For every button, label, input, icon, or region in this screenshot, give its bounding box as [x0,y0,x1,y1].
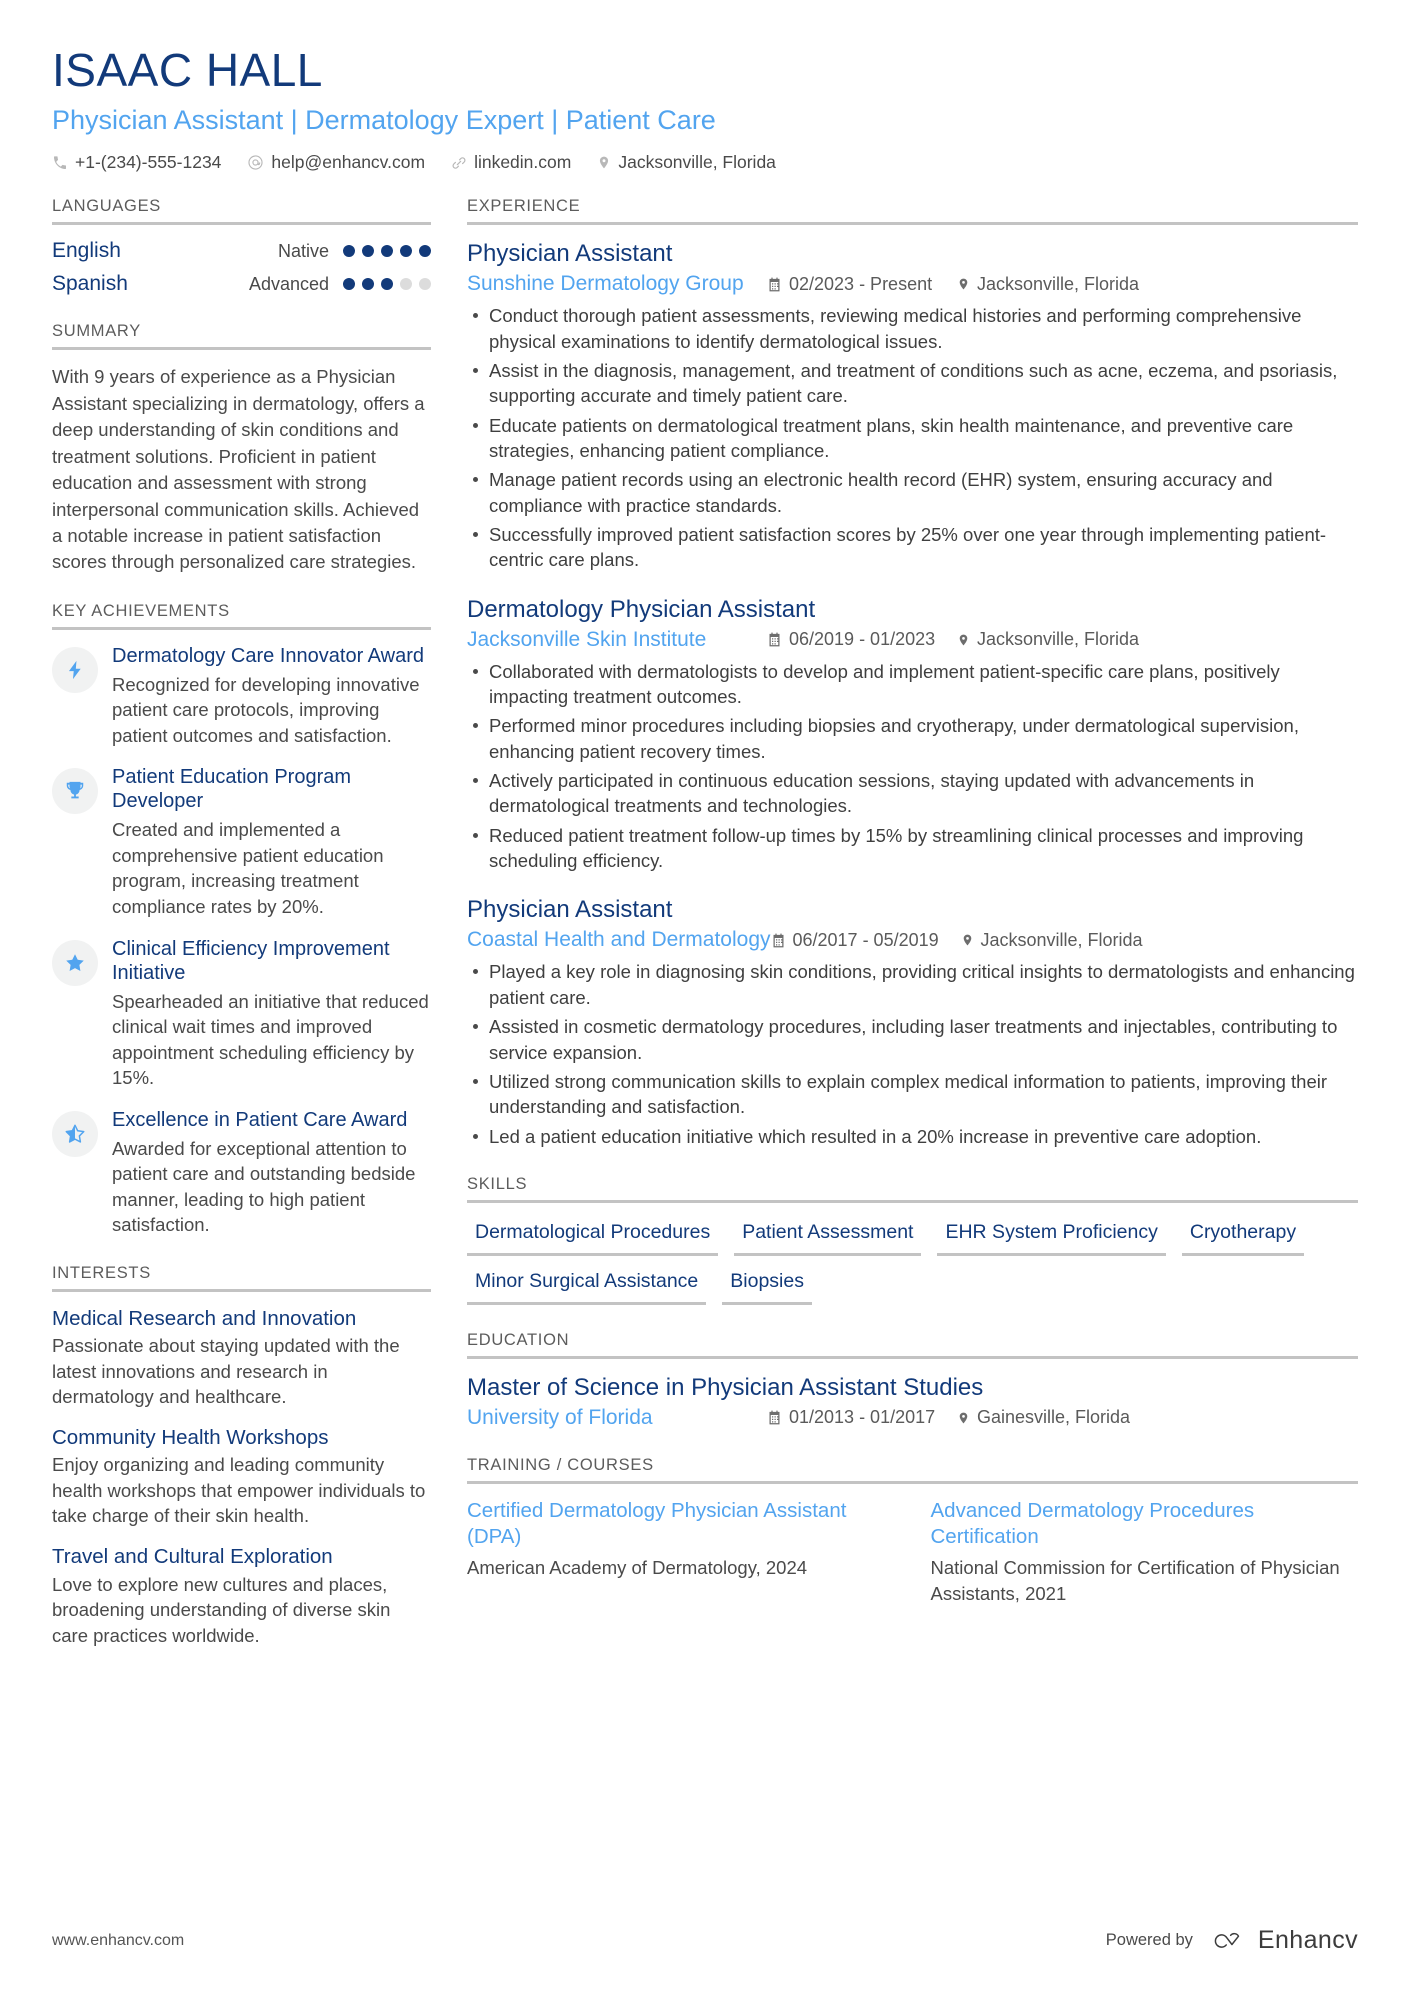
email-icon [247,154,264,171]
job-meta [467,628,1358,652]
headline: Physician Assistant | Dermatology Expert | Patient Care [52,104,716,135]
skill-tag: Cryotherapy [1182,1217,1304,1256]
main-column [467,197,1358,1632]
training-provider: National Commission for Certification of Physician Assistants, 2021 [930,1557,1340,1604]
job-dates-text: 02/2023 - Present [789,273,933,294]
job-bullets [467,959,1358,1148]
achievement-title: Excellence in Patient Care Award [112,1108,408,1131]
location-pin-icon [961,932,974,948]
job-dates-text: 06/2017 - 05/2019 [792,929,939,950]
training-title: Advanced Dermatology Procedures Certification [930,1498,1255,1548]
contact-location-text: Jacksonville, Florida [618,152,776,173]
language-level: Advanced [248,273,329,294]
job-location-text: Jacksonville, Florida [977,273,1140,294]
job-bullet: Conduct thorough patient assessments, reviewing medical histories and performing comprehensive physical examinations to identify dermatological issues. [467,303,1358,354]
achievement-title: Patient Education Program Developer [112,766,352,813]
location-pin-icon [597,154,611,171]
link-icon [451,155,467,171]
job-meta [467,272,1358,296]
job-company: Jacksonville Skin Institute [467,627,707,651]
experience-item [467,595,1358,874]
calendar-icon [771,933,786,948]
interest-title: Medical Research and Innovation [52,1306,357,1330]
education-dates [767,1407,957,1428]
calendar-icon [767,1410,782,1425]
achievement-item [52,765,431,919]
achievement-title: Dermatology Care Innovator Award [112,644,425,667]
skill-tag: Dermatological Procedures [467,1217,718,1256]
section-interests [52,1264,431,1649]
location-pin-icon [957,632,970,648]
job-bullet: Utilized strong communication skills to explain complex medical information to patients, improving their understanding and satisfaction. [467,1069,1358,1120]
language-row [52,239,431,263]
job-bullet: Educate patients on dermatological treatment plans, skin health maintenance, and preventive care strategies, enhancing patient compliance. [467,413,1358,464]
enhancv-logo [1207,1926,1358,1955]
job-bullet: Led a patient education initiative which resulted in a 20% increase in preventive care adoption. [467,1124,1358,1149]
job-bullets [467,659,1358,874]
job-location [961,930,1143,951]
star-icon [52,940,98,986]
section-training-courses [467,1456,1358,1606]
contact-email-text: help@enhancv.com [271,152,426,173]
achievement-description: Awarded for exceptional attention to patient care and outstanding bedside manner, leading to high patient satisfaction. [112,1137,416,1236]
achievement-item [52,937,431,1091]
training-item [467,1498,895,1606]
calendar-icon [767,632,782,647]
section-heading-languages: LANGUAGES [52,197,161,216]
job-bullet: Manage patient records using an electronic health record (EHR) system, ensuring accuracy and compliance with practice standards. [467,467,1358,518]
achievement-item [52,644,431,749]
education-degree: Master of Science in Physician Assistant Studies [467,1373,984,1401]
skill-tag: Patient Assessment [734,1217,921,1256]
location-pin-icon [957,276,970,292]
section-skills [467,1175,1358,1305]
skill-tag: Minor Surgical Assistance [467,1266,706,1305]
education-dates-text: 01/2013 - 01/2017 [789,1407,936,1428]
education-item [467,1373,1358,1430]
contact-phone-text: +1-(234)-555-1234 [75,152,222,173]
job-dates-text: 06/2019 - 01/2023 [789,629,936,650]
language-row [52,272,431,296]
sidebar-column [52,197,467,1674]
contact-bar [52,152,1358,173]
education-location-text: Gainesville, Florida [977,1407,1131,1428]
language-name: English [52,239,121,263]
job-bullet: Actively participated in continuous education sessions, staying updated with advancements in dermatological treatments and technologies. [467,768,1358,819]
language-level: Native [277,240,329,261]
training-list [467,1498,1358,1606]
interest-item [52,1544,431,1648]
page-footer [52,1926,1358,1955]
trophy-icon [52,768,98,814]
contact-linkedin[interactable] [451,152,571,173]
section-education [467,1331,1358,1430]
achievement-description: Spearheaded an initiative that reduced clinical wait times and improved appointment scheduling efficiency by 15%. [112,990,429,1089]
job-bullet: Collaborated with dermatologists to develop and implement patient-specific care plans, positively impacting treatment outcomes. [467,659,1358,710]
job-meta [467,928,1358,952]
divider [467,1481,1358,1484]
job-title: Dermatology Physician Assistant [467,595,816,623]
contact-linkedin-text: linkedin.com [474,152,572,173]
job-location-text: Jacksonville, Florida [977,629,1140,650]
location-pin-icon [957,1410,970,1426]
lightning-bolt-icon [52,647,98,693]
achievement-title: Clinical Efficiency Improvement Initiative [112,937,390,984]
divider [467,222,1358,225]
interest-title: Travel and Cultural Exploration [52,1544,333,1568]
job-bullet: Performed minor procedures including biopsies and cryotherapy, under dermatological supervision, enhancing patient recovery times. [467,713,1358,764]
section-languages [52,197,431,296]
section-heading-achievements: KEY ACHIEVEMENTS [52,601,230,620]
calendar-icon [767,277,782,292]
divider [52,222,431,225]
divider [467,1200,1358,1203]
job-bullets [467,303,1358,572]
language-rating-dots [343,245,431,257]
enhancv-mark-icon [1207,1930,1249,1952]
job-dates [767,274,957,295]
training-title: Certified Dermatology Physician Assistant (DPA) [467,1498,847,1548]
footer-url[interactable]: www.enhancv.com [52,1931,185,1949]
job-dates [771,930,961,951]
education-meta [467,1406,1358,1430]
job-location [957,629,1139,650]
job-company: Sunshine Dermatology Group [467,272,744,296]
language-rating-dots [343,278,431,290]
section-heading-education: EDUCATION [467,1330,570,1349]
section-heading-skills: SKILLS [467,1174,528,1193]
achievement-description: Recognized for developing innovative patient care protocols, improving patient outcomes and satisfaction. [112,673,420,746]
achievement-item [52,1108,431,1238]
job-company: Coastal Health and Dermatology [467,928,771,952]
footer-branding [1106,1926,1358,1955]
divider [467,1356,1358,1359]
divider [52,627,431,630]
interest-item [52,1425,431,1529]
section-heading-interests: INTERESTS [52,1263,151,1282]
divider [52,347,431,350]
job-bullet: Successfully improved patient satisfaction scores by 25% over one year through implementing patient-centric care plans. [467,522,1358,573]
job-bullet: Assist in the diagnosis, management, and treatment of conditions such as acne, eczema, and psoriasis, supporting accurate and timely patient care. [467,358,1358,409]
interest-description: Love to explore new cultures and places, broadening understanding of diverse skin care practices worldwide. [52,1573,391,1646]
job-bullet: Reduced patient treatment follow-up times by 15% by streamlining clinical processes and improving scheduling efficiency. [467,823,1358,874]
job-dates [767,629,957,650]
job-location-text: Jacksonville, Florida [980,929,1143,950]
section-heading-experience: EXPERIENCE [467,197,581,216]
interest-description: Passionate about staying updated with the latest innovations and research in dermatology and healthcare. [52,1335,400,1408]
education-location [957,1407,1130,1428]
education-school: University of Florida [467,1405,653,1429]
half-star-icon [52,1111,98,1157]
job-title: Physician Assistant [467,896,673,924]
enhancv-wordmark: Enhancv [1257,1926,1358,1954]
page-title: ISAAC HALL [52,44,323,96]
interest-description: Enjoy organizing and leading community health workshops that empower individuals to take charge of their skin health. [52,1454,426,1527]
experience-item [467,239,1358,572]
interest-title: Community Health Workshops [52,1425,329,1449]
section-key-achievements [52,602,431,1238]
contact-phone[interactable] [52,152,221,173]
contact-email[interactable] [247,152,425,173]
achievement-description: Created and implemented a comprehensive patient education program, increasing treatment compliance rates by 20%. [112,819,384,917]
training-provider: American Academy of Dermatology, 2024 [467,1557,808,1579]
section-heading-training: TRAINING / COURSES [467,1455,654,1474]
language-name: Spanish [52,272,128,296]
resume-header [52,44,1358,173]
job-bullet: Played a key role in diagnosing skin conditions, providing critical insights to dermatologists and enhancing patient care. [467,959,1358,1010]
job-title: Physician Assistant [467,240,673,268]
powered-by-label: Powered by [1105,1931,1193,1949]
experience-item [467,895,1358,1148]
divider [52,1289,431,1292]
skill-tag: EHR System Proficiency [937,1217,1165,1256]
summary-text: With 9 years of experience as a Physician Assistant specializing in dermatology, offers a deep understanding of skin conditions and treatment solutions. Proficient in patient education and assessment with strong interpersonal communication skills. Achieved a notable increase in patient satisfaction scores through personalized care strategies. [52,366,425,573]
section-heading-summary: SUMMARY [52,322,141,341]
training-item [931,1498,1359,1606]
job-bullet: Assisted in cosmetic dermatology procedures, including laser treatments and injectables, contributing to service expansion. [467,1014,1358,1065]
contact-location [597,152,776,173]
section-summary [52,322,431,576]
skills-list [467,1217,1358,1305]
phone-icon [52,155,68,171]
section-experience [467,197,1358,1149]
job-location [957,274,1139,295]
skill-tag: Biopsies [722,1266,812,1305]
interest-item [52,1306,431,1410]
